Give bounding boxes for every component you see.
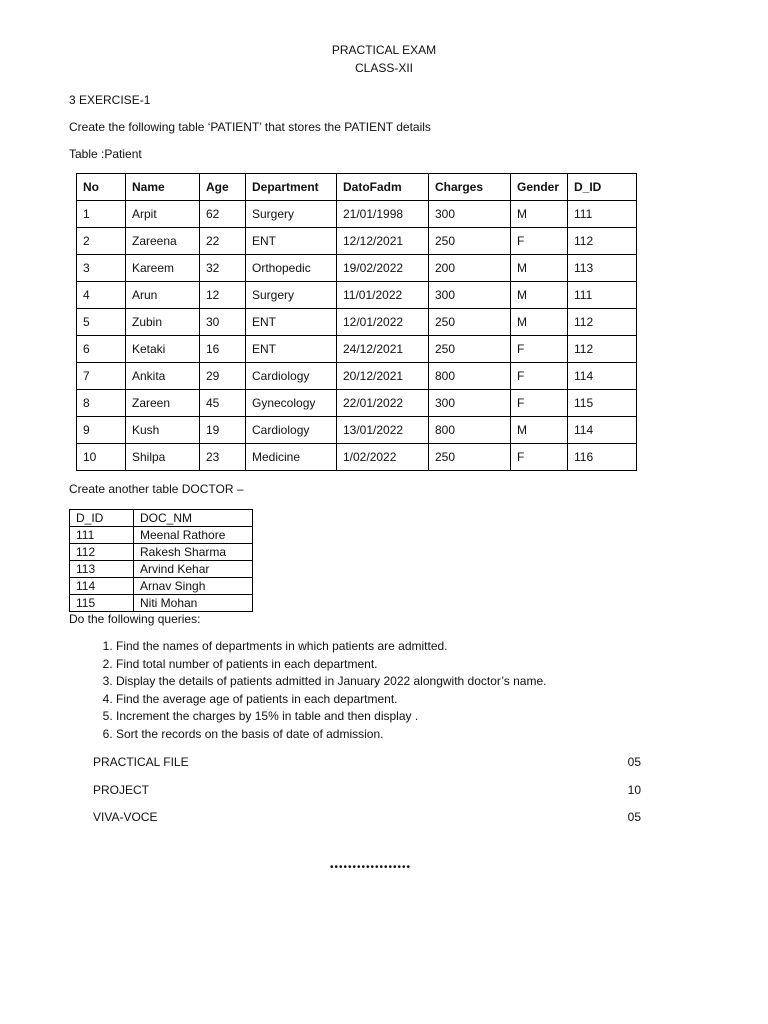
query-item: 5. Increment the charges by 15% in table and then display . — [116, 708, 546, 726]
table-cell: F — [511, 390, 568, 417]
table-cell: Zareena — [126, 228, 200, 255]
query-list — [92, 638, 546, 744]
table-cell: 19/02/2022 — [337, 255, 429, 282]
table-cell: 9 — [77, 417, 126, 444]
exam-title: PRACTICAL EXAM — [331, 43, 437, 57]
table-cell: 300 — [429, 201, 511, 228]
table-cell: ENT — [246, 228, 337, 255]
patient-table — [76, 173, 637, 471]
table-cell: Meenal Rathore — [134, 527, 253, 544]
query-item: 3. Display the details of patients admitted in January 2022 alongwith doctor’s name. — [116, 673, 546, 691]
table-cell: M — [511, 255, 568, 282]
table-cell: 115 — [70, 595, 134, 612]
table-cell: 32 — [200, 255, 246, 282]
table-cell: 6 — [77, 336, 126, 363]
table-cell: 24/12/2021 — [337, 336, 429, 363]
table-cell: 13/01/2022 — [337, 417, 429, 444]
end-divider: •••••••••••••••••• — [330, 862, 412, 873]
table-cell: 116 — [568, 444, 637, 471]
table-cell: 8 — [77, 390, 126, 417]
query-item: 2. Find total number of patients in each department. — [116, 656, 546, 674]
table-cell: 111 — [568, 201, 637, 228]
table-cell: 115 — [568, 390, 637, 417]
table-cell: 45 — [200, 390, 246, 417]
marks-label: PROJECT — [93, 783, 150, 797]
column-header: DatoFadm — [337, 174, 429, 201]
table-cell: M — [511, 201, 568, 228]
marks-label: PRACTICAL FILE — [93, 755, 189, 769]
table-cell: Ankita — [126, 363, 200, 390]
table-cell: Zubin — [126, 309, 200, 336]
table-cell: 11/01/2022 — [337, 282, 429, 309]
table-cell: Arnav Singh — [134, 578, 253, 595]
table-row — [70, 561, 253, 578]
table-cell: M — [511, 417, 568, 444]
table-cell: 12/12/2021 — [337, 228, 429, 255]
table-row — [77, 336, 637, 363]
table-cell: Kareem — [126, 255, 200, 282]
column-header: Name — [126, 174, 200, 201]
table-cell: 23 — [200, 444, 246, 471]
table-cell: Arvind Kehar — [134, 561, 253, 578]
table-cell: Ketaki — [126, 336, 200, 363]
doctor-table — [69, 509, 253, 612]
table-cell: 30 — [200, 309, 246, 336]
table-cell: 200 — [429, 255, 511, 282]
table-cell: 2 — [77, 228, 126, 255]
table-cell: 112 — [568, 336, 637, 363]
exercise-heading: 3 EXERCISE-1 — [69, 93, 151, 107]
table-cell: 62 — [200, 201, 246, 228]
marks-label: VIVA-VOCE — [93, 810, 158, 824]
marks-value: 10 — [627, 783, 641, 797]
table-cell: 12 — [200, 282, 246, 309]
table-cell: 250 — [429, 336, 511, 363]
table-cell: Cardiology — [246, 363, 337, 390]
table-cell: ENT — [246, 309, 337, 336]
table-cell: Gynecology — [246, 390, 337, 417]
table-row — [77, 444, 637, 471]
table-cell: 112 — [568, 228, 637, 255]
table-cell: 114 — [568, 363, 637, 390]
table-cell: F — [511, 363, 568, 390]
table-cell: ENT — [246, 336, 337, 363]
table-cell: F — [511, 336, 568, 363]
table-cell: 22/01/2022 — [337, 390, 429, 417]
instruction-text: Create the following table ‘PATIENT’ that stores the PATIENT details — [69, 120, 431, 134]
column-header: Charges — [429, 174, 511, 201]
table-cell: 29 — [200, 363, 246, 390]
doctor-intro-text: Create another table DOCTOR – — [69, 482, 244, 496]
table-row — [77, 363, 637, 390]
column-header: Department — [246, 174, 337, 201]
table-cell: 250 — [429, 444, 511, 471]
table-row — [77, 417, 637, 444]
table-cell: 112 — [568, 309, 637, 336]
table-cell: M — [511, 309, 568, 336]
table-cell: 16 — [200, 336, 246, 363]
table-cell: 1/02/2022 — [337, 444, 429, 471]
table-cell: F — [511, 444, 568, 471]
table-header-row — [70, 510, 253, 527]
table-cell: F — [511, 228, 568, 255]
table-cell: Medicine — [246, 444, 337, 471]
table-header-row — [77, 174, 637, 201]
table-cell: Shilpa — [126, 444, 200, 471]
table-caption: Table :Patient — [69, 147, 142, 161]
marks-value: 05 — [627, 755, 641, 769]
table-row — [77, 201, 637, 228]
table-row — [77, 282, 637, 309]
table-cell: 800 — [429, 417, 511, 444]
table-cell: 5 — [77, 309, 126, 336]
column-header: Age — [200, 174, 246, 201]
column-header: D_ID — [70, 510, 134, 527]
table-cell: Surgery — [246, 201, 337, 228]
table-row — [70, 595, 253, 612]
column-header: No — [77, 174, 126, 201]
table-cell: M — [511, 282, 568, 309]
query-item: 6. Sort the records on the basis of date of admission. — [116, 726, 546, 744]
queries-intro: Do the following queries: — [69, 612, 201, 626]
column-header: Gender — [511, 174, 568, 201]
table-cell: 112 — [70, 544, 134, 561]
column-header: DOC_NM — [134, 510, 253, 527]
table-row — [70, 527, 253, 544]
table-cell: 113 — [70, 561, 134, 578]
table-cell: Niti Mohan — [134, 595, 253, 612]
table-cell: Cardiology — [246, 417, 337, 444]
query-item: 4. Find the average age of patients in each department. — [116, 691, 546, 709]
table-cell: 800 — [429, 363, 511, 390]
table-cell: Arun — [126, 282, 200, 309]
table-cell: 4 — [77, 282, 126, 309]
table-cell: Kush — [126, 417, 200, 444]
table-row — [70, 578, 253, 595]
table-cell: 113 — [568, 255, 637, 282]
table-row — [70, 544, 253, 561]
table-row — [77, 255, 637, 282]
table-cell: 19 — [200, 417, 246, 444]
table-cell: 3 — [77, 255, 126, 282]
table-cell: 300 — [429, 282, 511, 309]
table-cell: 20/12/2021 — [337, 363, 429, 390]
class-title: CLASS-XII — [354, 61, 414, 75]
table-cell: 250 — [429, 309, 511, 336]
table-cell: 250 — [429, 228, 511, 255]
table-cell: 114 — [70, 578, 134, 595]
table-row — [77, 309, 637, 336]
table-cell: 12/01/2022 — [337, 309, 429, 336]
table-cell: 111 — [568, 282, 637, 309]
table-cell: Zareen — [126, 390, 200, 417]
table-cell: Arpit — [126, 201, 200, 228]
table-cell: 114 — [568, 417, 637, 444]
table-cell: 7 — [77, 363, 126, 390]
column-header: D_ID — [568, 174, 637, 201]
table-cell: Rakesh Sharma — [134, 544, 253, 561]
table-cell: 10 — [77, 444, 126, 471]
table-cell: 1 — [77, 201, 126, 228]
table-cell: 300 — [429, 390, 511, 417]
table-cell: 22 — [200, 228, 246, 255]
table-row — [77, 390, 637, 417]
marks-value: 05 — [627, 810, 641, 824]
table-cell: Orthopedic — [246, 255, 337, 282]
table-cell: 21/01/1998 — [337, 201, 429, 228]
table-cell: 111 — [70, 527, 134, 544]
query-item: 1. Find the names of departments in which patients are admitted. — [116, 638, 546, 656]
table-cell: Surgery — [246, 282, 337, 309]
table-row — [77, 228, 637, 255]
